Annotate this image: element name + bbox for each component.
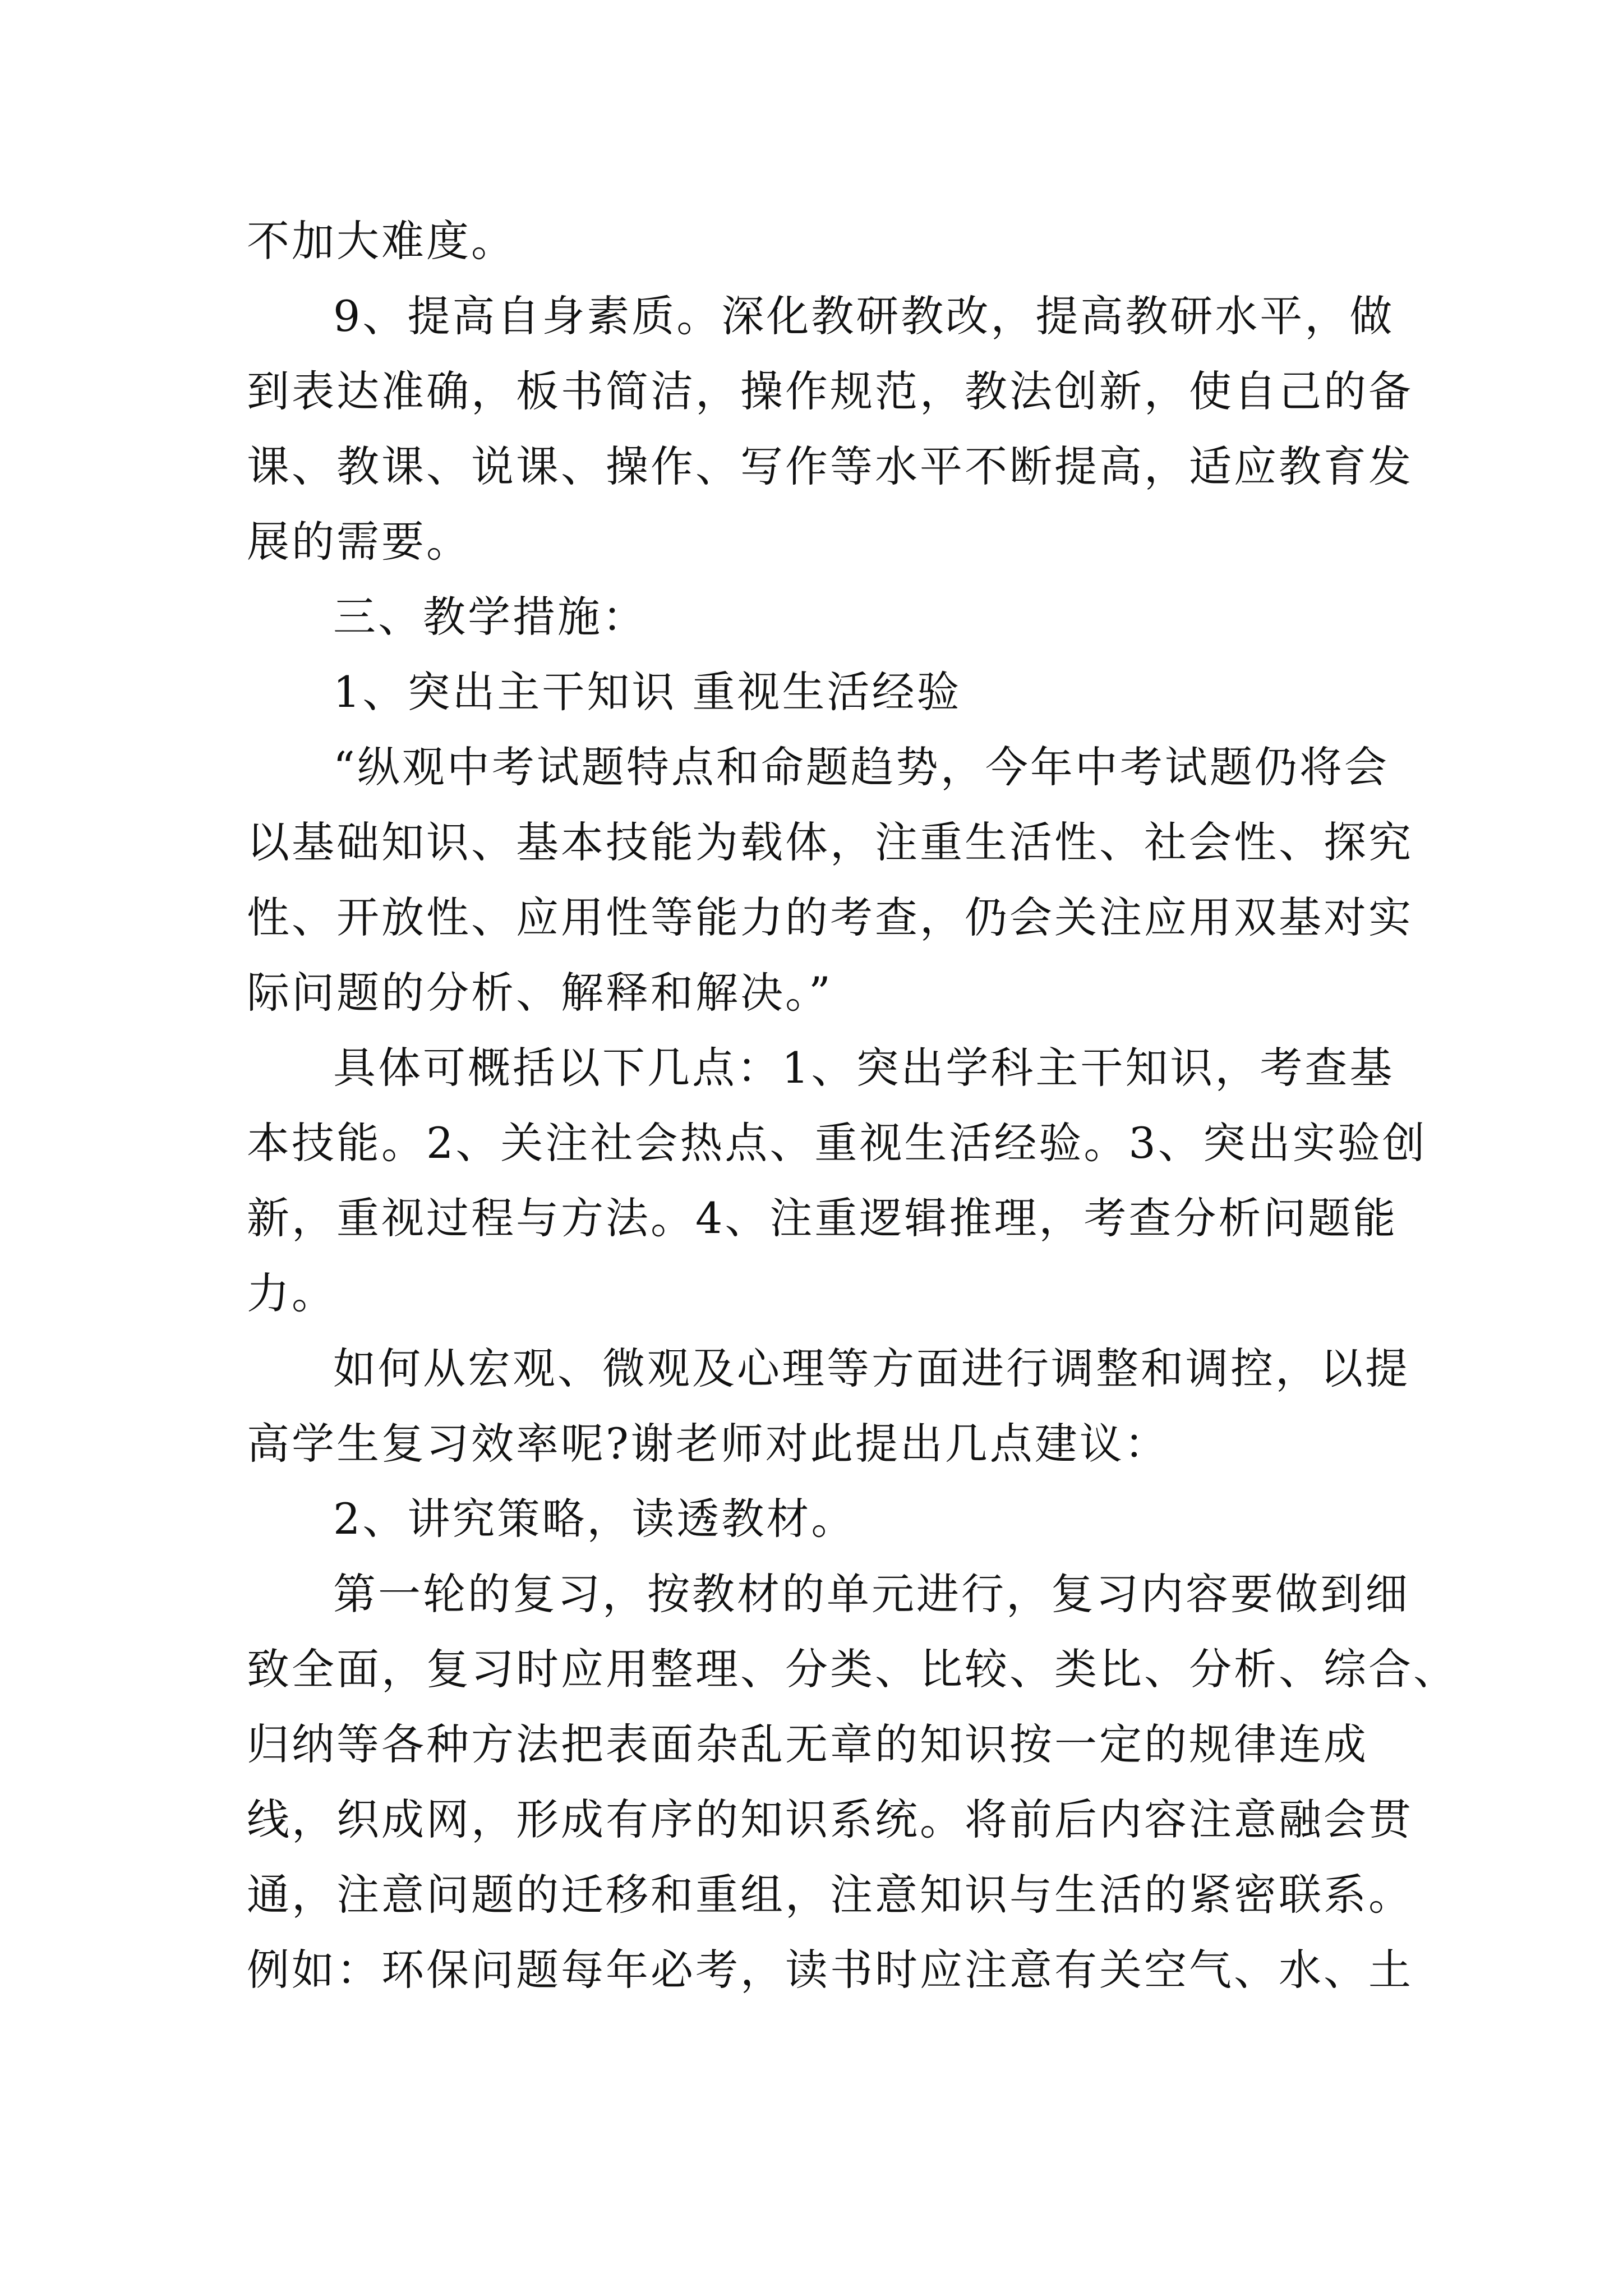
text-line: 归纳等各种方法把表面杂乱无章的知识按一定的规律连成 [247, 1719, 1368, 1769]
text-line: 以基础知识、基本技能为载体，注重生活性、社会性、探究 [247, 817, 1413, 867]
text-line: 展的需要。 [247, 517, 471, 567]
text-line: 力。 [247, 1268, 336, 1318]
text-line: 性、开放性、应用性等能力的考查，仍会关注应用双基对实 [247, 892, 1413, 942]
text-line: 线，织成网，形成有序的知识系统。将前后内容注意融会贯 [247, 1795, 1413, 1844]
text-line: 本技能。2、关注社会热点、重视生活经验。3、突出实验创 [247, 1118, 1427, 1168]
text-line: 到表达准确，板书简洁，操作规范，教法创新，使自己的备 [247, 366, 1413, 416]
subsection-heading: 2、讲究策略，读透教材。 [333, 1494, 856, 1544]
text-line: 课、教课、说课、操作、写作等水平不断提高，适应教育发 [247, 441, 1413, 491]
text-line: 高学生复习效率呢?谢老师对此提出几点建议： [247, 1419, 1169, 1469]
text-line: 具体可概括以下几点：1、突出学科主干知识，考查基 [333, 1043, 1395, 1093]
text-line: 例如：环保问题每年必考，读书时应注意有关空气、水、土 [247, 1945, 1413, 1995]
text-line: 通，注意问题的迁移和重组，注意知识与生活的紧密联系。 [247, 1870, 1413, 1920]
text-line: 9、提高自身素质。深化教研教改，提高教研水平，做 [333, 291, 1395, 341]
subsection-heading: 1、突出主干知识 重视生活经验 [333, 667, 962, 717]
text-line: “纵观中考试题特点和命题趋势，今年中考试题仍将会 [333, 742, 1389, 792]
text-line: 不加大难度。 [247, 216, 516, 266]
text-line: 新，重视过程与方法。4、注重逻辑推理，考查分析问题能 [247, 1193, 1398, 1243]
text-line: 如何从宏观、微观及心理等方面进行调整和调控，以提 [333, 1343, 1410, 1393]
section-heading: 三、教学措施： [333, 592, 647, 642]
text-line: 际问题的分析、解释和解决。” [247, 968, 833, 1018]
text-line: 第一轮的复习，按教材的单元进行，复习内容要做到细 [333, 1569, 1410, 1619]
text-line: 致全面，复习时应用整理、分类、比较、类比、分析、综合、 [247, 1644, 1458, 1694]
document-body [247, 204, 1458, 2008]
